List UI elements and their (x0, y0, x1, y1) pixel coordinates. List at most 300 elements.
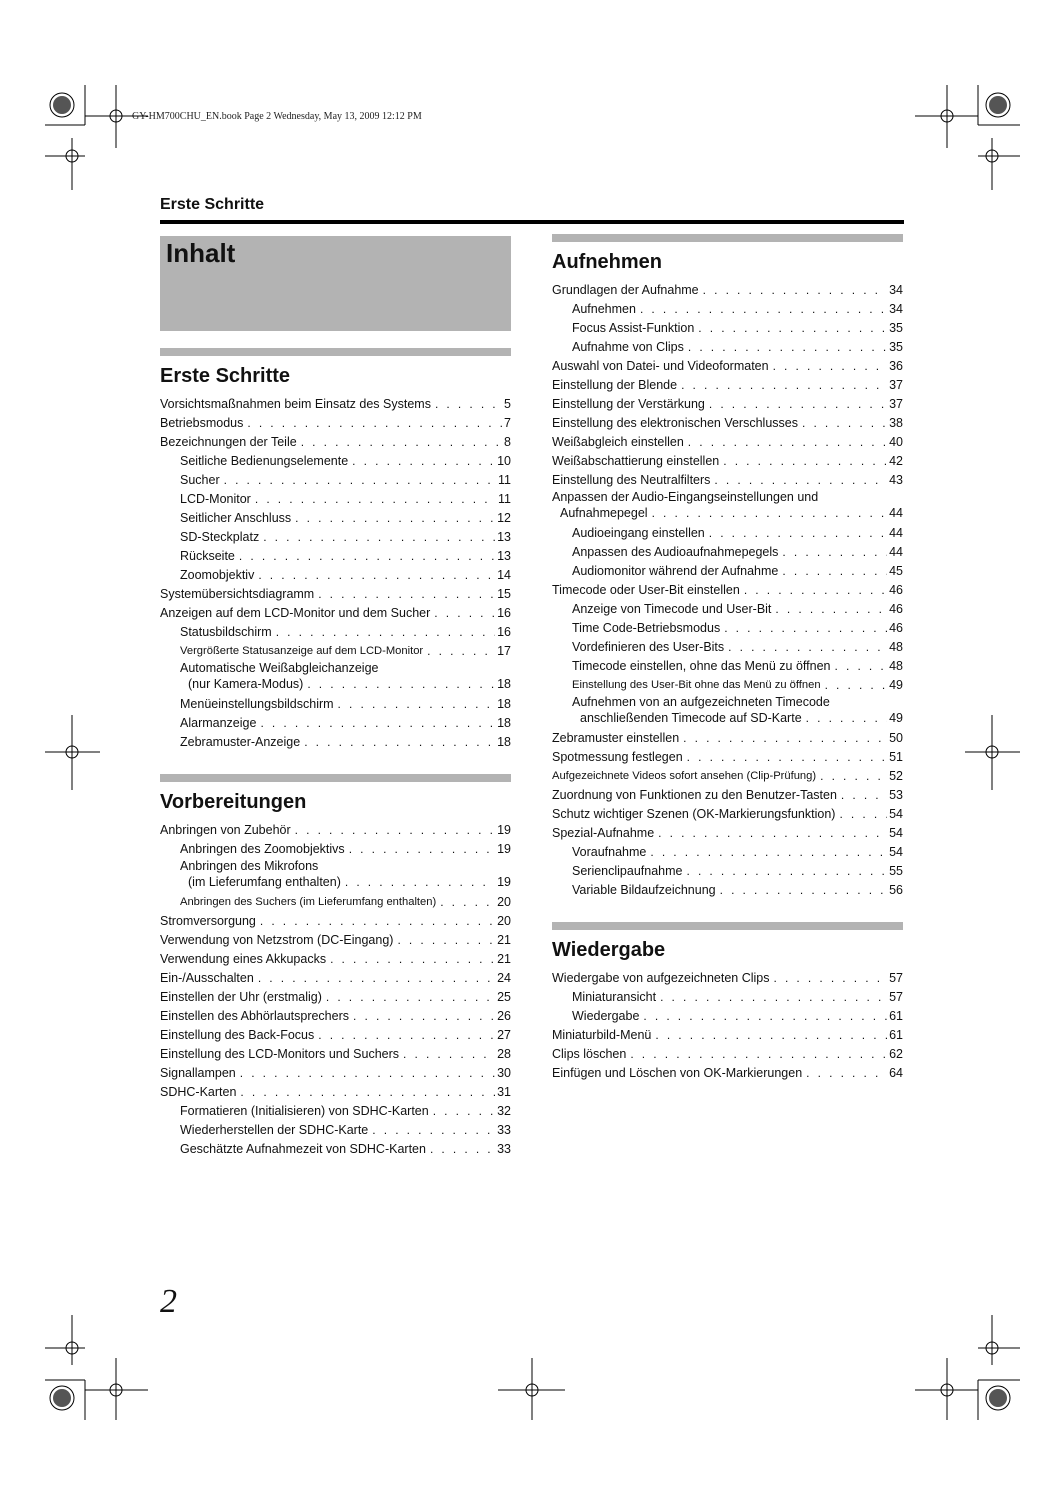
toc-entry[interactable] (552, 1007, 903, 1026)
toc-entry-text: Seitlicher Anschluss (180, 511, 292, 525)
dot-leader (397, 931, 495, 950)
crosshair-mark (110, 1384, 122, 1396)
dot-leader (239, 547, 495, 566)
toc-page-number: 61 (889, 1028, 903, 1042)
section-header: Erste Schritte (160, 196, 265, 213)
toc-entry-text-continued: Aufnahmepegel (560, 505, 648, 520)
toc-page-number: 11 (498, 473, 511, 487)
dot-leader (260, 912, 495, 931)
toc-entry[interactable] (160, 471, 511, 490)
dot-leader (687, 862, 888, 881)
toc-section (160, 348, 511, 752)
dot-leader (658, 824, 887, 843)
toc-entry[interactable] (552, 300, 903, 319)
toc-page-number: 44 (889, 526, 903, 540)
toc-entry[interactable] (552, 433, 903, 452)
toc-entry[interactable] (552, 729, 903, 748)
crosshair-mark (110, 110, 122, 122)
dot-leader (806, 1064, 887, 1083)
dot-leader (352, 452, 495, 471)
toc-page-number: 13 (497, 549, 511, 563)
toc-entry[interactable] (160, 733, 511, 752)
toc-page-number: 31 (497, 1085, 511, 1099)
toc-entry-text: Einstellung der Verstärkung (552, 397, 705, 411)
dot-leader (330, 950, 495, 969)
toc-page-number: 30 (497, 1066, 511, 1080)
toc-entry-text-continued: (im Lieferumfang enthalten) (188, 874, 341, 889)
section-bar (552, 234, 903, 242)
toc-entry-text: Sucher (180, 473, 220, 487)
toc-entry[interactable] (552, 748, 903, 767)
starburst-mark-top-right (986, 93, 1010, 117)
toc-page-number: 33 (497, 1123, 511, 1137)
toc-entry[interactable] (552, 824, 903, 843)
toc-entry-text: Alarmanzeige (180, 716, 257, 730)
dot-leader (630, 1045, 887, 1064)
toc-page-number: 18 (497, 676, 511, 691)
toc-entry-text: Miniaturbild-Menü (552, 1028, 652, 1042)
dot-leader (427, 642, 495, 661)
toc-entry-text: Einstellung des User-Bit ohne das Menü zu öffnen (572, 679, 821, 691)
toc-entry-text: Betriebsmodus (160, 416, 244, 430)
toc-entry[interactable] (160, 840, 511, 859)
toc-entry-text: Anbringen des Suchers (im Lieferumfang enthalten) (180, 896, 437, 908)
dot-leader (345, 875, 495, 891)
toc-entry-text: Einstellung des Back-Focus (160, 1028, 315, 1042)
toc-entry-text: Voraufnahme (572, 845, 647, 859)
toc-entry[interactable] (160, 604, 511, 623)
toc-entry[interactable] (160, 509, 511, 528)
toc-page-number: 54 (889, 845, 903, 859)
toc-entry-text: Grundlagen der Aufnahme (552, 283, 699, 297)
dot-leader (240, 1083, 495, 1102)
toc-entry-text: Wiederherstellen der SDHC-Karte (180, 1123, 369, 1137)
toc-page-number: 12 (497, 511, 511, 525)
toc-entry-text-continued: (nur Kamera-Modus) (188, 676, 304, 691)
toc-entry[interactable] (552, 376, 903, 395)
toc-page-number: 57 (889, 990, 903, 1004)
dot-leader (687, 748, 887, 767)
toc-page-number: 25 (497, 990, 511, 1004)
toc-entry[interactable] (160, 1121, 511, 1140)
dot-leader (338, 695, 496, 714)
toc-entry[interactable] (160, 931, 511, 950)
dot-leader (295, 509, 495, 528)
toc-entry-text: Ein-/Ausschalten (160, 971, 254, 985)
dot-leader (258, 969, 495, 988)
toc-page-number: 21 (497, 952, 511, 966)
toc-page-number: 24 (497, 971, 511, 985)
toc-entry-text: Zoomobjektiv (180, 568, 255, 582)
toc-entry[interactable] (552, 338, 903, 357)
toc-page-number: 51 (889, 750, 903, 764)
toc-entry[interactable] (552, 1045, 903, 1064)
toc-entry-text: Audiomonitor während der Aufnahme (572, 564, 779, 578)
toc-entry[interactable] (552, 676, 903, 695)
toc-entry-text: Vordefinieren des User-Bits (572, 640, 725, 654)
toc-entry-text: Audioeingang einstellen (572, 526, 705, 540)
toc-page-number: 34 (889, 302, 903, 316)
toc-page-number: 11 (498, 492, 511, 506)
toc-page-number: 46 (889, 602, 903, 616)
toc-entry-text: Stromversorgung (160, 914, 256, 928)
dot-leader (825, 676, 888, 695)
toc-page-number: 10 (497, 454, 511, 468)
toc-entry-text: SDHC-Karten (160, 1085, 237, 1099)
dot-leader (683, 729, 887, 748)
toc-page-number: 37 (889, 397, 903, 411)
dot-leader (240, 1064, 495, 1083)
toc-page-number: 44 (889, 505, 903, 520)
toc-section (552, 922, 903, 1083)
toc-entry[interactable] (160, 893, 511, 912)
toc-entry-text: Aufnehmen von an aufgezeichneten Timecode (572, 695, 830, 709)
toc-entry-text: Clips löschen (552, 1047, 627, 1061)
dot-leader (782, 562, 887, 581)
toc-entry-text: Einstellung des Neutralfilters (552, 473, 711, 487)
dot-leader (723, 452, 887, 471)
toc-page-number: 20 (497, 895, 511, 909)
toc-entry[interactable] (552, 767, 903, 786)
crosshair-mark (986, 1342, 998, 1354)
toc-entry[interactable] (160, 1102, 511, 1121)
toc-entry-text: SD-Steckplatz (180, 530, 260, 544)
toc-entry-text: Miniaturansicht (572, 990, 657, 1004)
toc-entry[interactable] (552, 657, 903, 676)
toc-page-number: 8 (504, 435, 511, 449)
toc-page-number: 7 (504, 416, 511, 430)
toc-entry[interactable] (552, 1064, 903, 1083)
dot-leader (782, 543, 887, 562)
toc-page-number: 35 (889, 321, 903, 335)
toc-entry[interactable] (160, 661, 511, 695)
dot-leader (640, 300, 887, 319)
toc-entry[interactable] (552, 988, 903, 1007)
section-gap (552, 900, 903, 922)
dot-leader (260, 714, 495, 733)
toc-page-number: 28 (497, 1047, 511, 1061)
toc-page-number: 42 (889, 454, 903, 468)
dot-leader (839, 805, 887, 824)
toc-entry-text: Aufnehmen (572, 302, 636, 316)
toc-entry-text: Variable Bildaufzeichnung (572, 883, 716, 897)
toc-entry[interactable] (160, 1007, 511, 1026)
toc-list (160, 395, 511, 752)
toc-entry-text: Verwendung von Netzstrom (DC-Eingang) (160, 933, 394, 947)
toc-left-column (160, 348, 511, 1159)
toc-page-number: 18 (497, 716, 511, 730)
toc-entry[interactable] (552, 600, 903, 619)
crosshair-mark (986, 150, 998, 162)
dot-leader (440, 893, 495, 912)
toc-entry[interactable] (160, 547, 511, 566)
toc-entry[interactable] (552, 357, 903, 376)
toc-entry[interactable] (552, 969, 903, 988)
toc-entry[interactable] (160, 1045, 511, 1064)
toc-page-number: 19 (497, 842, 511, 856)
toc-entry[interactable] (160, 695, 511, 714)
dot-leader (744, 581, 887, 600)
toc-page-number: 43 (889, 473, 903, 487)
toc-entry-text: Anzeigen auf dem LCD-Monitor und dem Sucher (160, 606, 431, 620)
toc-entry[interactable] (160, 433, 511, 452)
toc-page-number: 52 (889, 769, 903, 783)
toc-entry[interactable] (160, 623, 511, 642)
dot-leader (709, 524, 887, 543)
toc-page-number: 54 (889, 826, 903, 840)
toc-list (552, 969, 903, 1083)
toc-page-number: 21 (497, 933, 511, 947)
dot-leader (643, 1007, 887, 1026)
dot-leader (820, 767, 887, 786)
toc-page-number: 34 (889, 283, 903, 297)
dot-leader (255, 490, 496, 509)
dot-leader (774, 969, 888, 988)
toc-entry-text: Zuordnung von Funktionen zu den Benutzer-Tasten (552, 788, 837, 802)
dot-leader (295, 821, 495, 840)
toc-page-number: 57 (889, 971, 903, 985)
dot-leader (318, 1026, 495, 1045)
toc-entry-text: Serienclipaufnahme (572, 864, 683, 878)
toc-entry-text: Wiedergabe (572, 1009, 640, 1023)
toc-page-number: 38 (889, 416, 903, 430)
toc-page-number: 37 (889, 378, 903, 392)
dot-leader (403, 1045, 495, 1064)
toc-entry-text: Aufgezeichnete Videos sofort ansehen (Clip-Prüfung) (552, 770, 817, 782)
toc-entry-text: Weißabgleich einstellen (552, 435, 684, 449)
toc-page-number: 33 (497, 1142, 511, 1156)
section-bar (160, 774, 511, 782)
toc-entry[interactable] (552, 395, 903, 414)
toc-entry[interactable] (160, 452, 511, 471)
toc-entry[interactable] (552, 471, 903, 490)
crosshair-mark (66, 746, 78, 758)
dot-leader (224, 471, 496, 490)
toc-entry-text: Seitliche Bedienungselemente (180, 454, 349, 468)
toc-entry-text: Weißabschattierung einstellen (552, 454, 720, 468)
page-number: 2 (160, 1283, 177, 1320)
toc-entry[interactable] (552, 862, 903, 881)
toc-entry[interactable] (160, 859, 511, 893)
toc-entry[interactable] (552, 281, 903, 300)
crosshair-mark (526, 1384, 538, 1396)
dot-leader (276, 623, 495, 642)
toc-entry[interactable] (552, 414, 903, 433)
dot-leader (773, 357, 888, 376)
toc-page-number: 50 (889, 731, 903, 745)
toc-entry[interactable] (552, 786, 903, 805)
dot-leader (318, 585, 495, 604)
toc-page-number: 19 (497, 874, 511, 889)
toc-entry[interactable] (552, 543, 903, 562)
section-title: Aufnehmen (552, 251, 662, 273)
toc-page-number: 46 (889, 583, 903, 597)
toc-list (160, 821, 511, 1159)
toc-entry[interactable] (552, 581, 903, 600)
toc-page-number: 17 (497, 644, 511, 658)
dot-leader (434, 604, 495, 623)
toc-entry[interactable] (160, 1026, 511, 1045)
dot-leader (681, 376, 887, 395)
toc-entry-text: Einstellung des elektronischen Verschlusses (552, 416, 798, 430)
dot-leader (720, 881, 887, 900)
toc-entry[interactable] (552, 319, 903, 338)
section-title: Erste Schritte (160, 365, 291, 387)
dot-leader (304, 733, 495, 752)
toc-entry[interactable] (160, 642, 511, 661)
toc-page-number: 15 (497, 587, 511, 601)
toc-entry-text: Schutz wichtiger Szenen (OK-Markierungsfunktion) (552, 807, 836, 821)
dot-leader (372, 1121, 495, 1140)
toc-entry-text-continued: anschließenden Timecode auf SD-Karte (580, 710, 802, 725)
toc-entry-text: Anzeige von Timecode und User-Bit (572, 602, 772, 616)
dot-leader (247, 414, 502, 433)
toc-entry-text: LCD-Monitor (180, 492, 251, 506)
dot-leader (775, 600, 887, 619)
toc-entry[interactable] (552, 1026, 903, 1045)
toc-entry[interactable] (160, 1064, 511, 1083)
toc-entry[interactable] (552, 695, 903, 729)
section-bar (552, 922, 903, 930)
toc-entry-text: Timecode einstellen, ohne das Menü zu öffnen (572, 659, 831, 673)
toc-page-number: 62 (889, 1047, 903, 1061)
toc-entry[interactable] (160, 969, 511, 988)
dot-leader (655, 1026, 887, 1045)
toc-entry[interactable] (160, 395, 511, 414)
toc-entry-text: Zebramuster-Anzeige (180, 735, 301, 749)
dot-leader (326, 988, 495, 1007)
toc-page-number: 56 (889, 883, 903, 897)
dot-leader (703, 281, 887, 300)
crosshair-mark (986, 746, 998, 758)
dot-leader (724, 619, 887, 638)
toc-page-number: 18 (497, 697, 511, 711)
toc-entry[interactable] (552, 490, 903, 524)
toc-entry-text: Zebramuster einstellen (552, 731, 680, 745)
toc-entry-text: Automatische Weißabgleichanzeige (180, 661, 379, 675)
toc-entry-text: Wiedergabe von aufgezeichneten Clips (552, 971, 770, 985)
toc-entry[interactable] (160, 1140, 511, 1159)
dot-leader (709, 395, 887, 414)
toc-entry-text: Rückseite (180, 549, 235, 563)
toc-list (552, 281, 903, 900)
starburst-mark-bottom-left (50, 1386, 74, 1410)
section-bar (160, 348, 511, 356)
toc-entry[interactable] (160, 414, 511, 433)
inhalt-box (160, 236, 511, 331)
toc-entry[interactable] (160, 566, 511, 585)
toc-page-number: 16 (497, 606, 511, 620)
starburst-mark-top-left (50, 93, 74, 117)
toc-page-number: 40 (889, 435, 903, 449)
dot-leader (835, 657, 888, 676)
toc-entry-text: Auswahl von Datei- und Videoformaten (552, 359, 769, 373)
section-title: Wiedergabe (552, 939, 666, 961)
crosshair-mark (941, 1384, 953, 1396)
dot-leader (435, 395, 502, 414)
toc-entry-text: Time Code-Betriebsmodus (572, 621, 721, 635)
toc-entry[interactable] (552, 619, 903, 638)
toc-entry[interactable] (552, 843, 903, 862)
toc-entry-text: Anbringen von Zubehör (160, 823, 291, 837)
toc-entry-text: Einfügen und Löschen von OK-Markierungen (552, 1066, 803, 1080)
toc-page-number: 26 (497, 1009, 511, 1023)
dot-leader (353, 1007, 495, 1026)
toc-entry-text: Menüeinstellungsbildschirm (180, 697, 334, 711)
toc-page-number: 55 (889, 864, 903, 878)
toc-entry-text: Signallampen (160, 1066, 236, 1080)
toc-entry[interactable] (160, 1083, 511, 1102)
toc-entry-text: Vergrößerte Statusanzeige auf dem LCD-Monitor (180, 645, 424, 657)
toc-entry-text: Statusbildschirm (180, 625, 272, 639)
dot-leader (728, 638, 887, 657)
toc-entry-text: Aufnahme von Clips (572, 340, 684, 354)
dot-leader (698, 319, 887, 338)
crosshair-mark (941, 110, 953, 122)
toc-entry[interactable] (552, 638, 903, 657)
toc-entry[interactable] (160, 714, 511, 733)
toc-entry[interactable] (552, 562, 903, 581)
crosshair-mark (66, 1342, 78, 1354)
toc-entry[interactable] (160, 490, 511, 509)
dot-leader (307, 677, 495, 693)
toc-page-number: 64 (889, 1066, 903, 1080)
toc-entry-text: Spotmessung festlegen (552, 750, 683, 764)
toc-page-number: 5 (504, 397, 511, 411)
dot-leader (258, 566, 495, 585)
toc-entry-text: Verwendung eines Akkupacks (160, 952, 327, 966)
toc-entry[interactable] (160, 821, 511, 840)
toc-page-number: 54 (889, 807, 903, 821)
toc-section (552, 234, 903, 900)
toc-entry[interactable] (552, 881, 903, 900)
crosshair-mark (66, 150, 78, 162)
toc-entry-text: Einstellung des LCD-Monitors und Suchers (160, 1047, 400, 1061)
toc-entry[interactable] (160, 528, 511, 547)
toc-page-number: 53 (889, 788, 903, 802)
dot-leader (660, 988, 887, 1007)
toc-entry-text: Anbringen des Zoomobjektivs (180, 842, 345, 856)
dot-leader (806, 711, 887, 727)
toc-entry[interactable] (552, 452, 903, 471)
toc-entry[interactable] (160, 950, 511, 969)
toc-entry-text: Timecode oder User-Bit einstellen (552, 583, 740, 597)
dot-leader (652, 506, 888, 522)
toc-entry-text: Focus Assist-Funktion (572, 321, 695, 335)
section-title: Vorbereitungen (160, 791, 307, 813)
toc-page-number: 48 (889, 659, 903, 673)
dot-leader (349, 840, 495, 859)
toc-entry-text: Einstellen der Uhr (erstmalig) (160, 990, 322, 1004)
toc-entry[interactable] (160, 585, 511, 604)
starburst-mark-bottom-right (986, 1386, 1010, 1410)
toc-entry[interactable] (160, 912, 511, 931)
toc-page-number: 61 (889, 1009, 903, 1023)
dot-leader (688, 338, 887, 357)
toc-entry[interactable] (160, 988, 511, 1007)
toc-entry-text: Formatieren (Initialisieren) von SDHC-Karten (180, 1104, 429, 1118)
toc-page-number: 27 (497, 1028, 511, 1042)
toc-entry-text: Spezial-Aufnahme (552, 826, 655, 840)
toc-page-number: 35 (889, 340, 903, 354)
toc-entry[interactable] (552, 805, 903, 824)
toc-entry[interactable] (552, 524, 903, 543)
dot-leader (301, 433, 502, 452)
toc-page-number: 14 (497, 568, 511, 582)
toc-entry-text: Geschätzte Aufnahmezeit von SDHC-Karten (180, 1142, 426, 1156)
print-slug: GY-HM700CHU_EN.book Page 2 Wednesday, May 13, 2009 12:12 PM (132, 111, 422, 122)
toc-page-number: 13 (497, 530, 511, 544)
